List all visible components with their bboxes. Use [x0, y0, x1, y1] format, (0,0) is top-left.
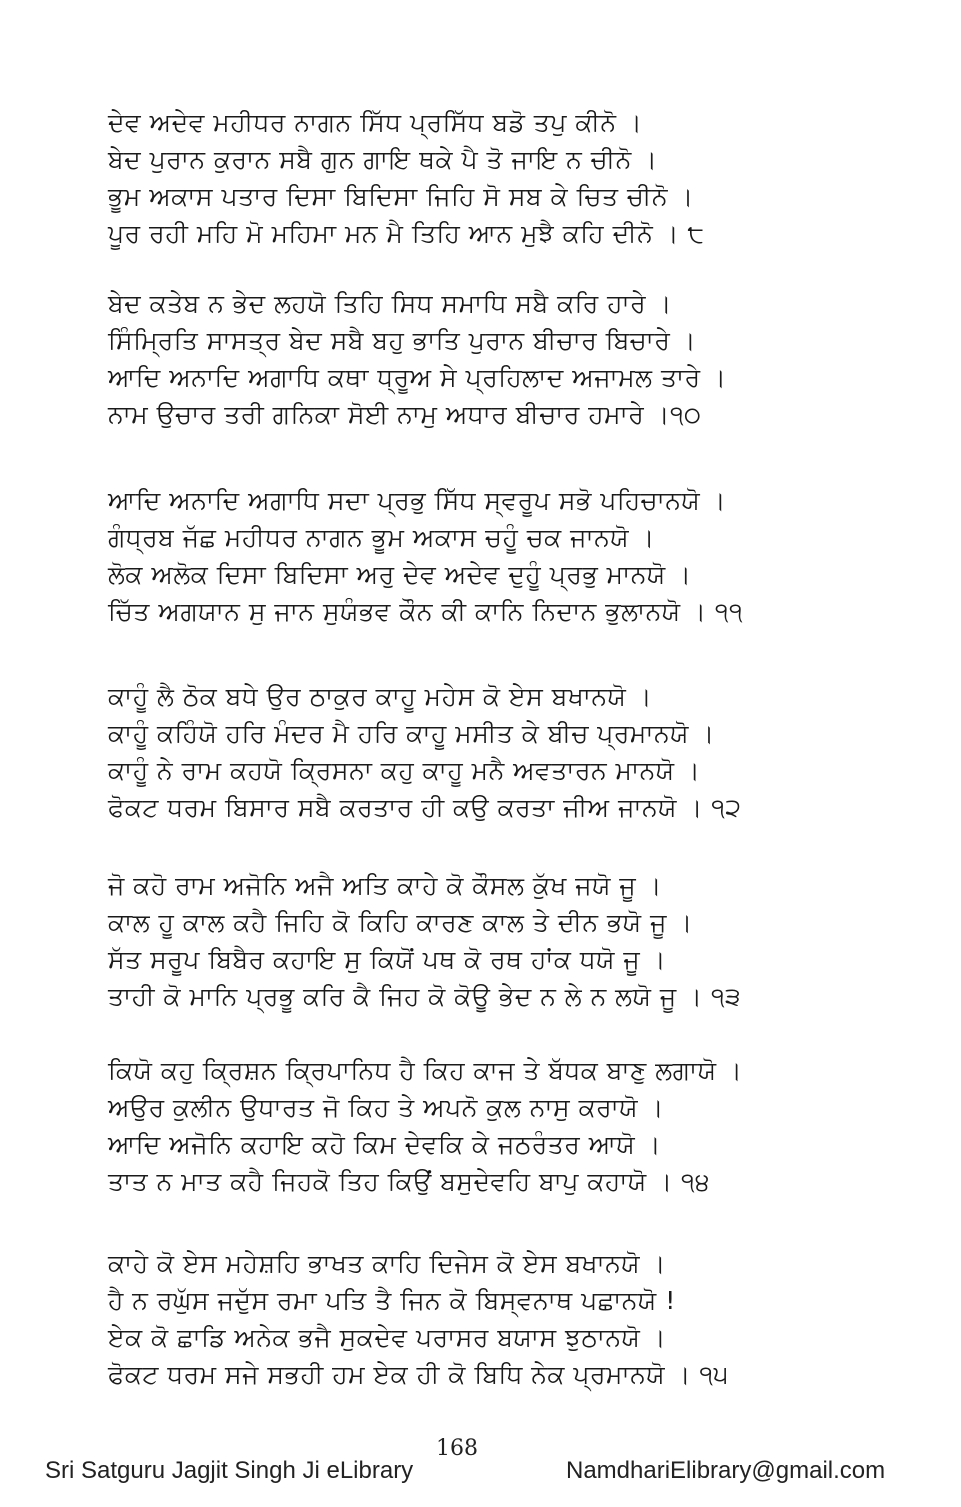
verse-line: ਅਉਰ ਕੁਲੀਨ ਉਧਾਰਤ ਜੋ ਕਿਹ ਤੇ ਅਪਨੋ ਕੁਲ ਨਾਸੁ ਕਰਾਯੋ । [108, 1093, 664, 1122]
verse-line: ਆਦਿ ਅਨਾਦਿ ਅਗਾਧਿ ਕਥਾ ਧ੍ਰੂਅ ਸੇ ਪ੍ਰਹਿਲਾਦ ਅਜਾਮਲ ਤਾਰੇ । [108, 363, 727, 392]
page-number: 168 [436, 1436, 478, 1461]
stanza-10 [108, 285, 808, 433]
verse-line: ਚਿੱਤ ਅਗਯਾਨ ਸੁ ਜਾਨ ਸੁਯੰਭਵ ਕੌਨ ਕੀ ਕਾਨਿ ਨਿਦਾਨ ਭੁਲਾਨਯੋ । ੧੧ [108, 597, 744, 626]
verse-line: ਫੋਕਟ ਧਰਮ ਬਿਸਾਰ ਸਬੈ ਕਰਤਾਰ ਹੀ ਕਉ ਕਰਤਾ ਜੀਅ ਜਾਨਯੋ । ੧੨ [108, 793, 742, 822]
stanza-14 [108, 1052, 808, 1200]
verse-line: ਕਾਹੂੰ ਨੇ ਰਾਮ ਕਹਯੋ ਕ੍ਰਿਸਨਾ ਕਹੁ ਕਾਹੂ ਮਨੈ ਅਵਤਾਰਨ ਮਾਨਯੋ । [108, 756, 701, 785]
verse-line: ਕਾਹੂੰ ਕਹਿੰਯੋ ਹਰਿ ਮੰਦਰ ਮੈ ਹਰਿ ਕਾਹੂ ਮਸੀਤ ਕੇ ਬੀਚ ਪ੍ਰਮਾਨਯੋ । [108, 719, 715, 748]
verse-line: ਹੈ ਨ ਰਘੁੱਸ ਜਦੁੱਸ ਰਮਾ ਪਤਿ ਤੈ ਜਿਨ ਕੋ ਬਿਸ੍ਵਨਾਥ ਪਛਾਨਯੋ ! [108, 1286, 676, 1315]
verse-line: ਆਦਿ ਅਨਾਦਿ ਅਗਾਧਿ ਸਦਾ ਪ੍ਰਭੁ ਸਿੱਧ ਸ੍ਵਰੂਪ ਸਭੋ ਪਹਿਚਾਨਯੋ । [108, 486, 727, 515]
verse-line: ਬੇਦ ਕਤੇਬ ਨ ਭੇਦ ਲਹਯੋ ਤਿਹਿ ਸਿਧ ਸਮਾਧਿ ਸਬੈ ਕਰਿ ਹਾਰੇ । [108, 289, 672, 318]
stanza-8 [108, 104, 808, 252]
verse-line: ਸਿੰਮ੍ਰਿਤਿ ਸਾਸਤ੍ਰ ਬੇਦ ਸਬੈ ਬਹੁ ਭਾਤਿ ਪੁਰਾਨ ਬੀਚਾਰ ਬਿਚਾਰੇ । [108, 326, 697, 355]
verse-line: ਕਾਹੂੰ ਲੈ ਠੋਕ ਬਧੇ ਉਰ ਠਾਕੁਰ ਕਾਹੂ ਮਹੇਸ ਕੋ ਏਸ ਬਖਾਨਯੋ । [108, 682, 653, 711]
verse-line: ਜੋ ਕਹੋ ਰਾਮ ਅਜੋਨਿ ਅਜੈ ਅਤਿ ਕਾਹੇ ਕੋ ਕੌਸਲ ਕੁੱਖ ਜਯੋ ਜੂ । [108, 871, 663, 900]
verse-line: ਬੇਦ ਪੁਰਾਨ ਕੁਰਾਨ ਸਬੈ ਗੁਨ ਗਾਇ ਥਕੇ ਪੈ ਤੋ ਜਾਇ ਨ ਚੀਨੋ । [108, 145, 658, 174]
verse-line: ਪੂਰ ਰਹੀ ਮਹਿ ਮੋ ਮਹਿਮਾ ਮਨ ਮੈ ਤਿਹਿ ਆਨ ਮੁਝੈ ਕਹਿ ਦੀਨੋ । ੮ [108, 219, 705, 248]
verse-line: ਤਾਤ ਨ ਮਾਤ ਕਹੈ ਜਿਹਕੋ ਤਿਹ ਕਿਉਂ ਬਸੁਦੇਵਹਿ ਬਾਪੁ ਕਹਾਯੋ । ੧੪ [108, 1167, 710, 1196]
verse-line: ਲੋਕ ਅਲੋਕ ਦਿਸਾ ਬਿਦਿਸਾ ਅਰੁ ਦੇਵ ਅਦੇਵ ਦੁਹੂੰ ਪ੍ਰਭੁ ਮਾਨਯੋ । [108, 560, 692, 589]
stanza-15 [108, 1245, 808, 1393]
footer-library-name: Sri Satguru Jagjit Singh Ji eLibrary [45, 1457, 414, 1484]
verse-line: ਸੱਤ ਸਰੂਪ ਬਿਬੈਰ ਕਹਾਇ ਸੁ ਕਿਯੋਂ ਪਥ ਕੋ ਰਥ ਹਾਂਕ ਧਯੋ ਜੂ । [108, 945, 667, 974]
verse-line: ਤਾਹੀ ਕੋ ਮਾਨਿ ਪ੍ਰਭੂ ਕਰਿ ਕੈ ਜਿਹ ਕੋ ਕੋਊ ਭੇਦ ਨ ਲੇ ਨ ਲਯੋ ਜੂ । ੧੩ [108, 982, 742, 1011]
stanza-11 [108, 482, 808, 630]
stanza-12 [108, 678, 808, 826]
verse-line: ਏਕ ਕੋ ਛਾਡਿ ਅਨੇਕ ਭਜੈ ਸੁਕਦੇਵ ਪਰਾਸਰ ਬਯਾਸ ਝੁਠਾਨਯੋ । [108, 1323, 667, 1352]
stanza-13 [108, 867, 808, 1015]
verse-line: ਦੇਵ ਅਦੇਵ ਮਹੀਧਰ ਨਾਗਨ ਸਿੱਧ ਪ੍ਰਸਿੱਧ ਬਡੋ ਤਪੁ ਕੀਨੋ । [108, 108, 643, 137]
verse-line: ਨਾਮ ਉਚਾਰ ਤਰੀ ਗਨਿਕਾ ਸੋਈ ਨਾਮੁ ਅਧਾਰ ਬੀਚਾਰ ਹਮਾਰੇ ।੧੦ [108, 400, 702, 429]
verse-line: ਫੋਕਟ ਧਰਮ ਸਜੇ ਸਭਹੀ ਹਮ ਏਕ ਹੀ ਕੋ ਬਿਧਿ ਨੇਕ ਪ੍ਰਮਾਨਯੋ । ੧੫ [108, 1360, 729, 1389]
footer-email: NamdhariElibrary@gmail.com [566, 1457, 886, 1484]
verse-line: ਭੂਮ ਅਕਾਸ ਪਤਾਰ ਦਿਸਾ ਬਿਦਿਸਾ ਜਿਹਿ ਸੋ ਸਬ ਕੇ ਚਿਤ ਚੀਨੋ । [108, 182, 694, 211]
verse-line: ਆਦਿ ਅਜੋਨਿ ਕਹਾਇ ਕਹੋ ਕਿਮ ਦੇਵਕਿ ਕੇ ਜਠਰੰਤਰ ਆਯੋ । [108, 1130, 662, 1159]
verse-line: ਕਿਯੋ ਕਹੁ ਕ੍ਰਿਸ਼ਨ ਕ੍ਰਿਪਾਨਿਧ ਹੈ ਕਿਹ ਕਾਜ ਤੇ ਬੱਧਕ ਬਾਣੁ ਲਗਾਯੋ । [108, 1056, 743, 1085]
verse-line: ਕਾਲ ਹੂ ਕਾਲ ਕਹੈ ਜਿਹਿ ਕੋ ਕਿਹਿ ਕਾਰਣ ਕਾਲ ਤੇ ਦੀਨ ਭਯੋ ਜੂ । [108, 908, 693, 937]
verse-line: ਗੰਧ੍ਰਬ ਜੱਛ ਮਹੀਧਰ ਨਾਗਨ ਭੂਮ ਅਕਾਸ ਚਹੂੰ ਚਕ ਜਾਨਯੋ । [108, 523, 655, 552]
verse-line: ਕਾਹੇ ਕੋ ਏਸ ਮਹੇਸ਼ਹਿ ਭਾਖਤ ਕਾਹਿ ਦਿਜੇਸ ਕੋ ਏਸ ਬਖਾਨਯੋ । [108, 1249, 666, 1278]
